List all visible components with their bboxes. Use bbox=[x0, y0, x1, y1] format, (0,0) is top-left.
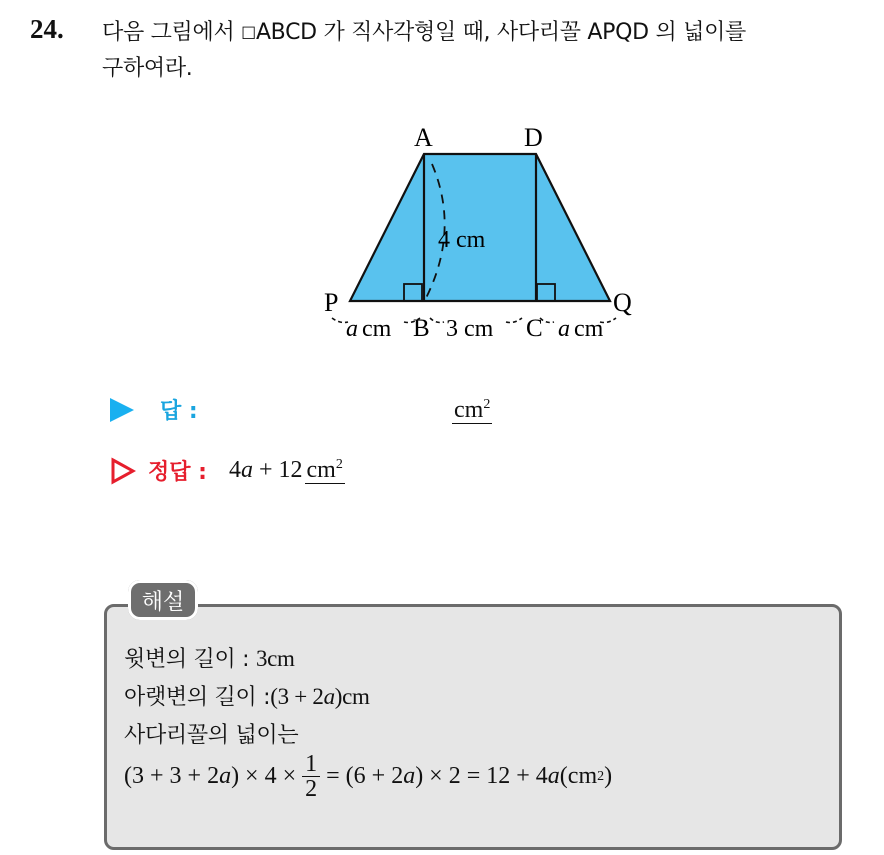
solution-line1-value: 3cm bbox=[255, 646, 295, 671]
label-Q: Q bbox=[613, 288, 632, 317]
question-text-part1: 다음 그림에서 bbox=[102, 20, 242, 45]
solution-line-2 bbox=[124, 680, 370, 711]
fraction-denominator: 2 bbox=[305, 776, 318, 802]
right-length-var: a bbox=[558, 316, 570, 342]
height-label: 4 cm bbox=[438, 227, 486, 253]
solution-line2-b: )cm bbox=[334, 684, 370, 709]
trapezoid-figure bbox=[300, 120, 660, 350]
correct-unit-text: cm bbox=[306, 457, 336, 483]
label-P: P bbox=[324, 288, 339, 317]
answer-label: 답 : bbox=[160, 399, 198, 424]
formula-var-3: a bbox=[547, 763, 560, 789]
formula-part-c: = (6 + 2 bbox=[326, 763, 404, 789]
formula-var-1: a bbox=[219, 763, 232, 789]
left-length-var: a bbox=[346, 316, 358, 342]
answer-row bbox=[110, 394, 198, 425]
formula-var-2: a bbox=[403, 763, 416, 789]
correct-const: + 12 bbox=[252, 457, 303, 483]
formula-part-b: ) × 4 × bbox=[231, 763, 297, 789]
solution-tab: 해설 bbox=[128, 580, 198, 620]
left-length-unit: cm bbox=[362, 316, 392, 342]
formula-part-a: (3 + 3 + 2 bbox=[124, 763, 220, 789]
solution-line2-var: a bbox=[323, 684, 335, 709]
question-text-line2: 구하여라. bbox=[102, 56, 193, 81]
correct-answer-row bbox=[110, 455, 345, 486]
question-text bbox=[102, 14, 872, 87]
solution-line-3: 사다리꼴의 넓이는 bbox=[124, 723, 299, 748]
question-number: 24. bbox=[30, 14, 64, 44]
correct-coef: 4 bbox=[228, 457, 241, 483]
correct-unit bbox=[305, 457, 345, 484]
correct-var: a bbox=[240, 457, 253, 483]
outline-arrow-icon bbox=[110, 457, 136, 485]
label-D: D bbox=[524, 123, 543, 152]
correct-answer-value bbox=[229, 457, 345, 484]
solution-line2-a: (3 + 2 bbox=[270, 684, 324, 709]
rectangle-symbol: □ bbox=[241, 22, 256, 41]
question-text-part2: ABCD 가 직사각형일 때, 사다리꼴 APQD 의 넓이를 bbox=[255, 20, 746, 45]
solution-line-1 bbox=[124, 642, 295, 673]
solution-formula bbox=[124, 752, 612, 801]
correct-answer-label: 정답 : bbox=[148, 460, 207, 485]
label-A: A bbox=[414, 123, 433, 152]
formula-exp: 2 bbox=[597, 768, 605, 784]
right-length-unit: cm bbox=[574, 316, 604, 342]
fraction-one-half bbox=[302, 752, 320, 801]
formula-part-d: ) × 2 = 12 + 4 bbox=[415, 763, 548, 789]
solution-line1-text: 윗변의 길이 : bbox=[124, 647, 256, 672]
solution-line2-text: 아랫변의 길이 : bbox=[124, 685, 271, 710]
answer-unit-exp: 2 bbox=[483, 397, 491, 412]
formula-part-f: ) bbox=[604, 763, 613, 789]
play-arrow-icon bbox=[110, 398, 134, 422]
label-B: B bbox=[413, 315, 430, 342]
label-C: C bbox=[526, 315, 543, 342]
correct-unit-exp: 2 bbox=[335, 457, 343, 472]
formula-part-e: (cm bbox=[559, 763, 598, 789]
answer-input-blank[interactable] bbox=[452, 392, 492, 424]
fraction-numerator: 1 bbox=[302, 752, 320, 777]
middle-length-label: 3 cm bbox=[446, 316, 494, 342]
answer-unit: cm bbox=[454, 397, 484, 423]
